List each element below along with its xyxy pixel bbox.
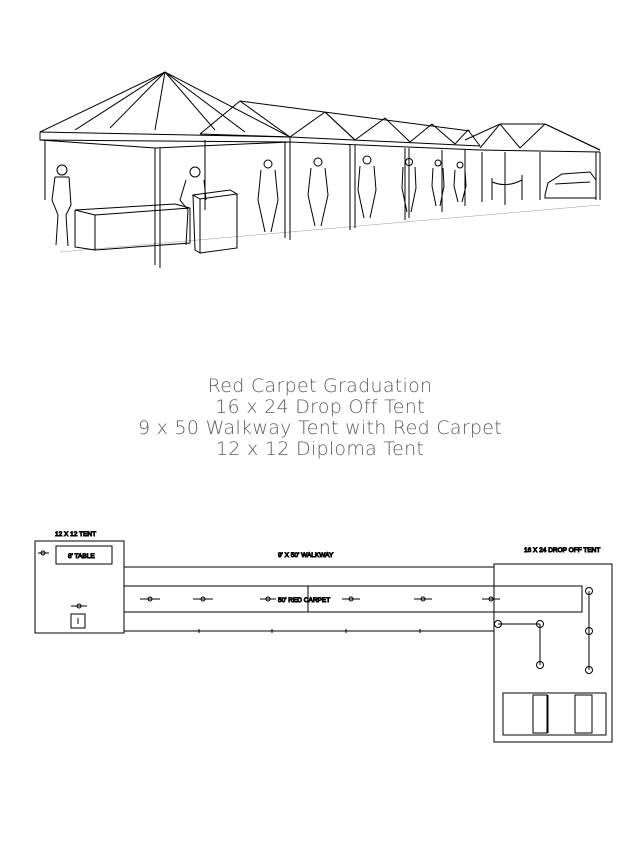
car [545, 172, 596, 198]
diploma-tent-label: 12 X 12 TENT [55, 531, 97, 538]
walkway-plan [124, 552, 494, 633]
person-walk-2 [308, 158, 328, 226]
dropoff-tent-plan [494, 547, 612, 742]
diploma-tent-plan [35, 531, 124, 633]
floor-plan [0, 520, 640, 750]
dropoff-tent-label: 16 X 24 DROP OFF TENT [524, 547, 601, 554]
person-walk-6 [454, 162, 466, 202]
table-label: 8' TABLE [68, 553, 95, 560]
perspective-illustration [0, 0, 640, 300]
red-carpet-plan [140, 597, 500, 604]
carpet-end [494, 586, 582, 612]
car-plan [503, 693, 606, 735]
person-walk-1 [258, 160, 278, 232]
carpet-label: 50' RED CARPET [278, 597, 331, 604]
stanchions [492, 175, 522, 200]
title-line-4: 12 x 12 Diploma Tent [215, 438, 425, 460]
diploma-tent [40, 72, 290, 268]
dropoff-tent [465, 124, 600, 205]
person-figures [52, 156, 466, 246]
title-line-3: 9 x 50 Walkway Tent with Red Carpet [137, 417, 503, 439]
person-walk-3 [358, 156, 376, 218]
title-line-2: 16 x 24 Drop Off Tent [215, 396, 425, 418]
person-left [52, 165, 71, 246]
walkway-label: 9' X 50' WALKWAY [278, 552, 334, 559]
title-block [0, 376, 640, 460]
title-line-1: Red Carpet Graduation [207, 375, 433, 397]
podium [193, 190, 237, 253]
table [75, 204, 190, 250]
